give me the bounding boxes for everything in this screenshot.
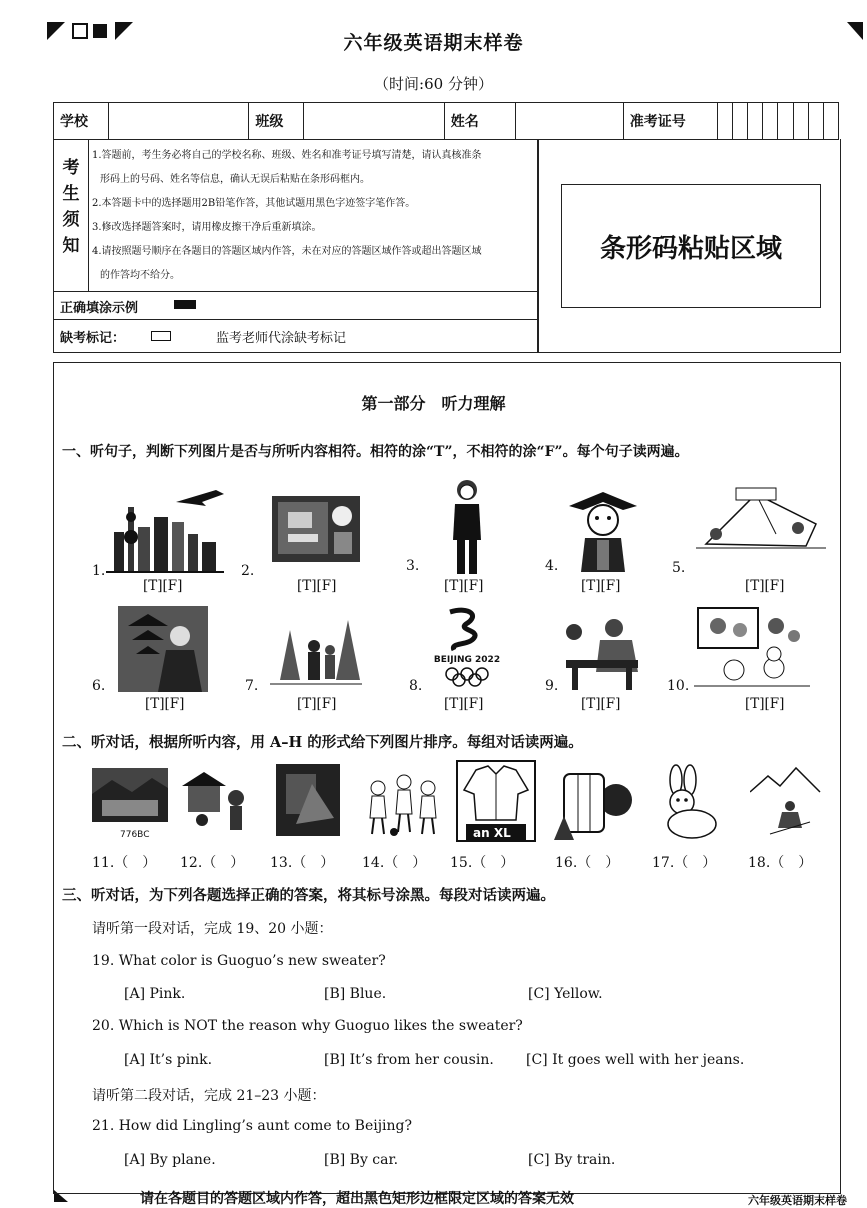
writing-at-desk-icon bbox=[562, 612, 642, 692]
tf-bubbles[interactable]: [T][F] bbox=[444, 696, 484, 712]
option-20-a[interactable]: [A] It’s pink. bbox=[124, 1052, 213, 1068]
exam-id-digit[interactable] bbox=[763, 103, 778, 140]
children-cheering-icon bbox=[364, 766, 444, 838]
beijing-2022-emblem-icon bbox=[430, 606, 504, 690]
item-number: 9. bbox=[545, 678, 559, 694]
instructions-label-char: 须 bbox=[62, 210, 80, 230]
time-limit: （时间:60 分钟） bbox=[374, 75, 493, 93]
exam-id-digit[interactable] bbox=[793, 103, 808, 140]
name-field[interactable] bbox=[515, 103, 623, 140]
rabbit-icon bbox=[652, 764, 724, 840]
instructions-label-char: 知 bbox=[62, 236, 80, 256]
dark-painting-icon bbox=[276, 764, 340, 836]
question-21: 21. How did Lingling’s aunt come to Beijing? bbox=[92, 1118, 413, 1134]
dialogue-intro: 请听第二段对话，完成 21–23 小题： bbox=[92, 1088, 326, 1104]
fill-example-label: 正确填涂示例 bbox=[60, 301, 139, 316]
filled-bubble-icon bbox=[174, 300, 196, 309]
exam-id-digit[interactable] bbox=[748, 103, 763, 140]
answer-blank[interactable]: 13.（ ） bbox=[270, 855, 335, 871]
school-field[interactable] bbox=[108, 103, 249, 140]
school-label: 学校 bbox=[54, 103, 109, 140]
student-info-table bbox=[53, 102, 839, 140]
item-number: 10. bbox=[667, 678, 690, 694]
fill-example-row bbox=[53, 291, 539, 320]
answer-blank[interactable]: 11.（ ） bbox=[92, 855, 157, 871]
instruction-line: 4.请按照题号顺序在各题目的答题区域内作答，未在对应的答题区域作答或超出答题区域 bbox=[92, 246, 482, 257]
instruction-line: 形码上的号码、姓名等信息，确认无误后粘贴在条形码框内。 bbox=[100, 174, 370, 185]
question-19: 19. What color is Guoguo’s new sweater? bbox=[92, 953, 386, 969]
instruction-line: 3.修改选择题答案时，请用橡皮擦干净后重新填涂。 bbox=[92, 222, 322, 233]
item-number: 7. bbox=[245, 678, 259, 694]
option-20-b[interactable]: [B] It’s from her cousin. bbox=[324, 1052, 494, 1068]
exam-instructions bbox=[53, 139, 539, 292]
barcode-section bbox=[537, 139, 841, 353]
barcode-paste-area[interactable]: 条形码粘贴区域 bbox=[561, 184, 821, 308]
footer-page-label: 六年级英语期末样卷 bbox=[748, 1194, 847, 1207]
woman-pagoda-icon bbox=[118, 606, 208, 692]
exam-id-digit[interactable] bbox=[778, 103, 793, 140]
answer-blank[interactable]: 14.（ ） bbox=[362, 855, 427, 871]
instructions-label-char: 生 bbox=[62, 184, 80, 204]
item-number: 3. bbox=[406, 558, 420, 574]
tf-bubbles[interactable]: [T][F] bbox=[745, 696, 785, 712]
absent-note: 监考老师代涂缺考标记 bbox=[216, 331, 347, 346]
tf-bubbles[interactable]: [T][F] bbox=[581, 696, 621, 712]
answer-blank[interactable]: 16.（ ） bbox=[555, 855, 620, 871]
tf-bubbles[interactable]: [T][F] bbox=[297, 696, 337, 712]
option-21-c[interactable]: [C] By train. bbox=[528, 1152, 616, 1168]
item-number: 1. bbox=[92, 563, 106, 579]
tf-bubbles[interactable]: [T][F] bbox=[143, 578, 183, 594]
tf-bubbles[interactable]: [T][F] bbox=[745, 578, 785, 594]
city-landscape-icon bbox=[92, 764, 168, 832]
instructions-label-char: 考 bbox=[62, 158, 80, 178]
option-19-b[interactable]: [B] Blue. bbox=[324, 986, 387, 1002]
answer-blank[interactable]: 17.（ ） bbox=[652, 855, 717, 871]
absent-label: 缺考标记： bbox=[60, 331, 126, 346]
answer-blank[interactable]: 15.（ ） bbox=[450, 855, 515, 871]
instruction-line: 的作答均不给分。 bbox=[100, 270, 180, 281]
tent-camping-icon bbox=[686, 484, 830, 554]
item-number: 5. bbox=[672, 560, 686, 576]
image-caption: 776BC bbox=[120, 830, 150, 840]
page-title: 六年级英语期末样卷 bbox=[343, 32, 524, 54]
item-number: 4. bbox=[545, 558, 559, 574]
option-21-a[interactable]: [A] By plane. bbox=[124, 1152, 216, 1168]
kids-playing-snow-icon bbox=[694, 606, 810, 690]
section3-heading: 三、听对话，为下列各题选择正确的答案，将其标号涂黑。每段对话读两遍。 bbox=[62, 887, 555, 904]
part1-title: 第一部分 听力理解 bbox=[361, 394, 506, 413]
exam-id-digit[interactable] bbox=[717, 103, 732, 140]
tf-bubbles[interactable]: [T][F] bbox=[581, 578, 621, 594]
class-label: 班级 bbox=[249, 103, 304, 140]
man-in-suit-icon bbox=[447, 478, 487, 578]
item-number: 6. bbox=[92, 678, 106, 694]
question-20: 20. Which is NOT the reason why Guoguo likes the sweater? bbox=[92, 1018, 523, 1034]
exam-id-digit[interactable] bbox=[823, 103, 838, 140]
section2-heading: 二、听对话，根据所听内容，用 A–H 的形式给下列图片排序。每组对话读两遍。 bbox=[62, 734, 583, 751]
exam-id-digit[interactable] bbox=[733, 103, 748, 140]
option-19-c[interactable]: [C] Yellow. bbox=[528, 986, 603, 1002]
name-label: 姓名 bbox=[444, 103, 515, 140]
forest-walk-icon bbox=[270, 610, 362, 690]
tf-bubbles[interactable]: [T][F] bbox=[444, 578, 484, 594]
section1-heading: 一、听句子，判断下列图片是否与所听内容相符。相符的涂“T”，不相符的涂“F”。每个句子读两遍。 bbox=[62, 444, 689, 460]
exam-id-digit[interactable] bbox=[808, 103, 823, 140]
instructions-label bbox=[54, 139, 89, 291]
class-field[interactable] bbox=[304, 103, 445, 140]
suitcase-icon bbox=[550, 760, 634, 842]
answer-blank[interactable]: 12.（ ） bbox=[180, 855, 245, 871]
option-20-c[interactable]: [C] It goes well with her jeans. bbox=[526, 1052, 745, 1068]
item-number: 2. bbox=[241, 563, 255, 579]
item-number: 8. bbox=[409, 678, 423, 694]
tf-bubbles[interactable]: [T][F] bbox=[297, 578, 337, 594]
emblem-text: BEIJING 2022 bbox=[433, 655, 501, 665]
tf-bubbles[interactable]: [T][F] bbox=[145, 696, 185, 712]
option-19-a[interactable]: [A] Pink. bbox=[124, 986, 186, 1002]
instruction-line: 2.本答题卡中的选择题用2B铅笔作答，其他试题用黑色字迹签字笔作答。 bbox=[92, 198, 416, 209]
tv-screen-icon bbox=[270, 494, 362, 564]
city-skyline-icon bbox=[106, 472, 224, 574]
exam-id-label: 准考证号 bbox=[623, 103, 717, 140]
option-21-b[interactable]: [B] By car. bbox=[324, 1152, 399, 1168]
footer-notice: 请在各题目的答题区域内作答，超出黑色矩形边框限定区域的答案无效 bbox=[140, 1191, 574, 1207]
dialogue-intro: 请听第一段对话，完成 19、20 小题： bbox=[92, 921, 333, 937]
absent-checkbox[interactable] bbox=[151, 331, 171, 341]
size-label: an XL bbox=[473, 826, 511, 840]
temple-market-icon bbox=[178, 768, 252, 834]
mountain-climber-icon bbox=[750, 762, 826, 838]
answer-blank[interactable]: 18.（ ） bbox=[748, 855, 813, 871]
absent-mark-row bbox=[53, 319, 539, 353]
girl-portrait-icon bbox=[563, 488, 643, 574]
instruction-line: 1.答题前，考生务必将自己的学校名称、班级、姓名和准考证号填写清楚，请认真核准条 bbox=[92, 150, 482, 161]
